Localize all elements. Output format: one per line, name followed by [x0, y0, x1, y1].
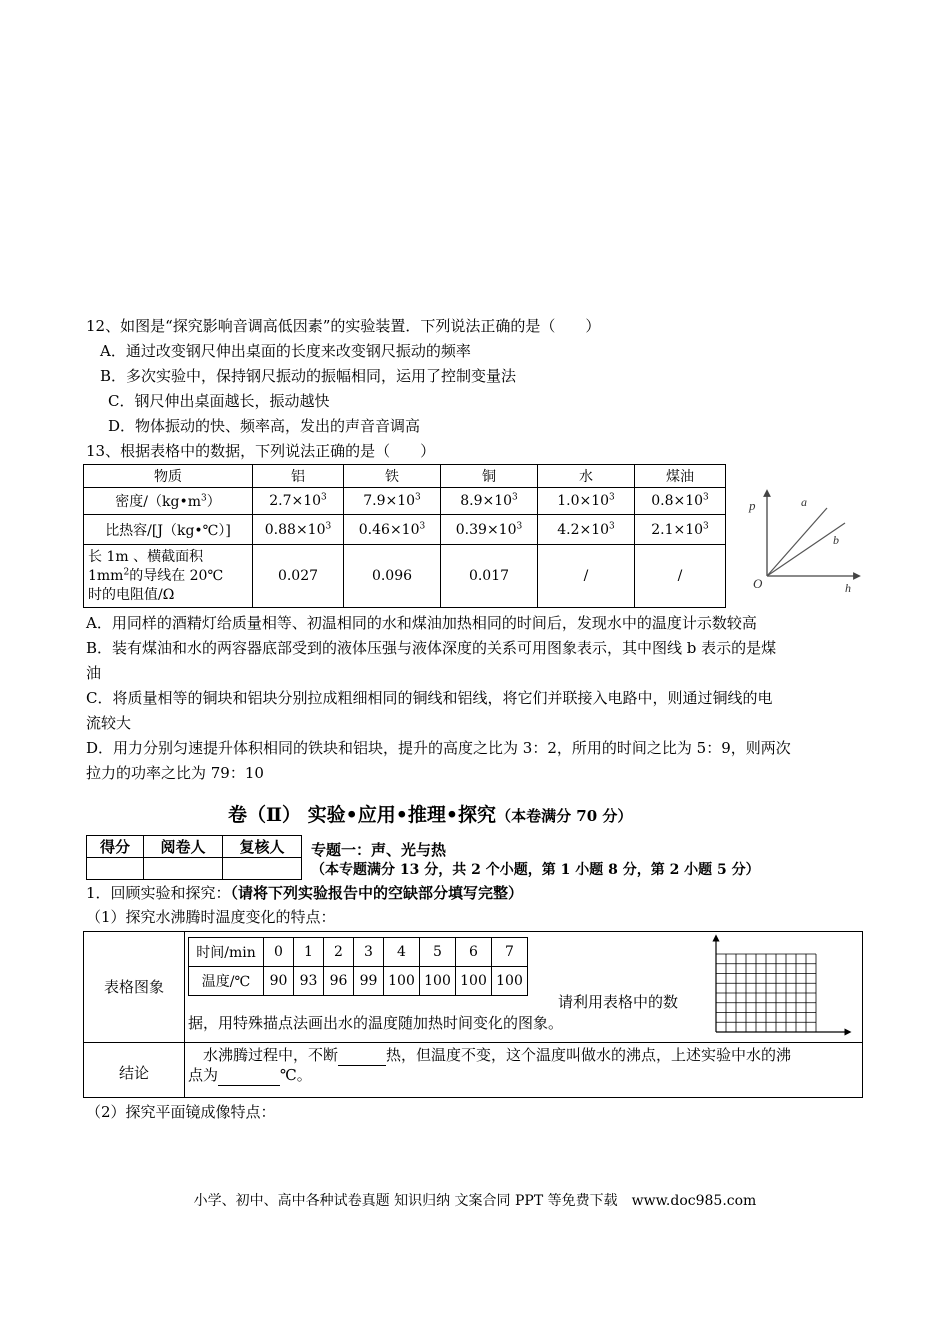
conclusion-text: 水沸腾过程中，不断 热，但温度不变，这个温度叫做水的沸点，上述实验中水的沸 点为 ℃。 — [188, 1046, 792, 1084]
report-table — [83, 931, 863, 1098]
resistance-water: / — [538, 545, 635, 608]
q13-option-c-line2: 流较大 — [86, 714, 132, 732]
q12-option-b: B．多次实验中，保持钢尺振动的振幅相同，运用了控制变量法 — [100, 367, 517, 385]
time-cell: 7 — [492, 938, 528, 967]
heat-water: $4.2\times 10^3$ — [538, 515, 635, 545]
resistance-label: 长 1m 、横截面积 $1mm^2$的导线在 20℃ 时的电阻值/Ω — [84, 545, 253, 608]
header-aluminum: 铝 — [253, 465, 344, 488]
temp-cell: 90 — [264, 967, 294, 996]
page-footer: 小学、初中、高中各种试卷真题 知识归纳 文案合同 PPT 等免费下载 www.doc985.com — [193, 1193, 757, 1209]
density-iron: $7.9\times 10^3$ — [344, 488, 441, 515]
q1-sub1: （1）探究水沸腾时温度变化的特点： — [86, 908, 336, 926]
graph-label-b: b — [833, 533, 839, 547]
q13-option-b-line1: B．装有煤油和水的两容器底部受到的液体压强与液体深度的关系可用图象表示，其中图线 b 表示的是煤 — [86, 639, 777, 657]
temp-cell: 100 — [384, 967, 420, 996]
q13-data-table — [83, 464, 726, 608]
graph-label-a: a — [801, 495, 807, 509]
time-cell: 4 — [384, 938, 420, 967]
heat-copper: $0.39\times 10^3$ — [441, 515, 538, 545]
graph-label-origin: O — [753, 576, 763, 591]
header-water: 水 — [538, 465, 635, 488]
temperature-time-grid[interactable] — [704, 934, 854, 1041]
q13-option-c-line1: C．将质量相等的铜块和铝块分别拉成粗细相同的铜线和铝线，将它们并联接入电路中，则通过铜线的电 — [86, 689, 773, 707]
topic1-note: （本专题满分 13 分，共 2 个小题，第 1 小题 8 分，第 2 小题 5 分） — [311, 862, 760, 878]
q13-option-d-line1: D．用力分别匀速提升体积相同的铁块和铝块，提升的高度之比为 3：2，所用的时间之比为 5：9，则两次 — [86, 739, 791, 757]
resistance-kerosene: / — [635, 545, 726, 608]
reviewer-header: 复核人 — [223, 836, 302, 858]
score-box — [86, 835, 302, 880]
reviewer-cell[interactable] — [223, 858, 302, 880]
temp-cell: 100 — [492, 967, 528, 996]
time-cell: 3 — [354, 938, 384, 967]
time-label: 时间/min — [189, 938, 264, 967]
pressure-depth-graph — [745, 488, 865, 598]
q12-stem: 12、如图是“探究影响音调高低因素”的实验装置．下列说法正确的是（ ） — [86, 317, 601, 335]
q13-option-b-line2: 油 — [86, 664, 102, 682]
grid-lines — [716, 954, 816, 1032]
boiling-point-blank[interactable] — [218, 1066, 280, 1086]
graph-label-h: h — [845, 581, 851, 595]
temp-cell: 93 — [294, 967, 324, 996]
temp-label: 温度/℃ — [189, 967, 264, 996]
row-label-table-graph: 表格图象 — [103, 978, 164, 996]
part2-title: 卷（Ⅱ） 实验•应用•推理•探究（本卷满分 70 分） — [228, 804, 633, 826]
q12-option-a: A．通过改变钢尺伸出桌面的长度来改变钢尺振动的频率 — [100, 342, 471, 360]
row-label-conclusion: 结论 — [118, 1064, 149, 1082]
resistance-aluminum: 0.027 — [253, 545, 344, 608]
score-header: 得分 — [87, 836, 144, 858]
header-iron: 铁 — [344, 465, 441, 488]
density-label: 密度$/(kg•m^3)$ — [84, 488, 253, 515]
temp-cell: 100 — [420, 967, 456, 996]
q12-option-d: D．物体振动的快、频率高，发出的声音音调高 — [108, 417, 421, 435]
boiling-data-table — [188, 937, 528, 996]
time-cell: 5 — [420, 938, 456, 967]
q13-option-a: A．用同样的酒精灯给质量相等、初温相同的水和煤油加热相同的时间后，发现水中的温度计示数较高 — [86, 614, 757, 632]
grader-header: 阅卷人 — [144, 836, 223, 858]
instruction-line1: 请利用表格中的数 — [558, 993, 679, 1011]
heat-iron: $0.46\times 10^3$ — [344, 515, 441, 545]
temp-cell: 99 — [354, 967, 384, 996]
time-cell: 6 — [456, 938, 492, 967]
topic1-title: 专题一：声、光与热 — [311, 841, 447, 859]
resistance-iron: 0.096 — [344, 545, 441, 608]
resistance-copper: 0.017 — [441, 545, 538, 608]
temp-cell: 96 — [324, 967, 354, 996]
density-water: $1.0\times 10^3$ — [538, 488, 635, 515]
score-cell[interactable] — [87, 858, 144, 880]
header-substance: 物质 — [84, 465, 253, 488]
heat-aluminum: $0.88\times 10^3$ — [253, 515, 344, 545]
time-cell: 2 — [324, 938, 354, 967]
density-aluminum: $2.7\times 10^3$ — [253, 488, 344, 515]
absorb-heat-blank[interactable] — [338, 1046, 386, 1066]
temp-cell: 100 — [456, 967, 492, 996]
graph-label-p: p — [749, 498, 756, 513]
instruction-line2: 据，用特殊描点法画出水的温度随加热时间变化的图象。 — [188, 1014, 564, 1032]
grader-cell[interactable] — [144, 858, 223, 880]
heat-kerosene: $2.1\times 10^3$ — [635, 515, 726, 545]
header-copper: 铜 — [441, 465, 538, 488]
header-kerosene: 煤油 — [635, 465, 726, 488]
density-copper: $8.9\times 10^3$ — [441, 488, 538, 515]
q1-stem: 1．回顾实验和探究：（请将下列实验报告中的空缺部分填写完整） — [86, 884, 524, 902]
q1-sub2: （2）探究平面镜成像特点： — [86, 1103, 276, 1121]
q13-stem: 13、根据表格中的数据，下列说法正确的是（ ） — [86, 442, 436, 460]
time-cell: 0 — [264, 938, 294, 967]
heat-label: 比热容/[J（kg•℃）] — [84, 515, 253, 545]
density-kerosene: $0.8\times 10^3$ — [635, 488, 726, 515]
time-cell: 1 — [294, 938, 324, 967]
q13-option-d-line2: 拉力的功率之比为 79：10 — [86, 764, 264, 782]
q12-option-c: C．钢尺伸出桌面越长，振动越快 — [108, 392, 330, 410]
